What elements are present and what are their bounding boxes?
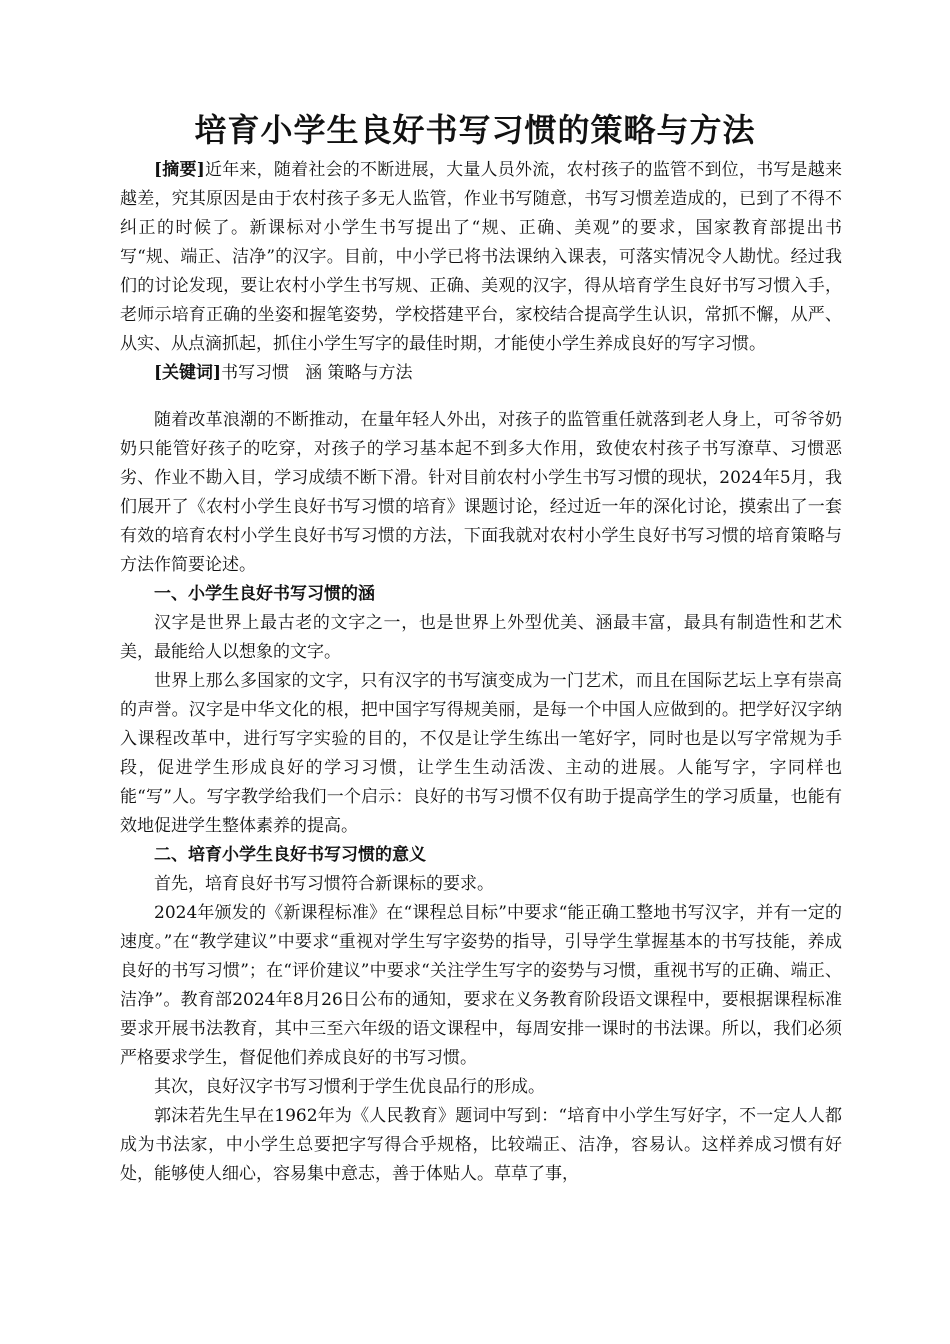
section-1-heading: 一、小学生良好书写习惯的涵	[154, 584, 375, 604]
keywords-label: [关键词]	[154, 363, 222, 383]
section-2-paragraph-1: 首先，培育良好书写习惯符合新课标的要求。	[154, 874, 494, 894]
section-1-paragraph-1: 汉字是世界上最古老的文字之一，也是世界上外型优美、涵最丰富，最具有制造性和艺术美，最能给人以想象的文字。	[120, 613, 842, 662]
section-2-paragraph-2: 2024年颁发的《新课程标准》在“课程总目标”中要求“能正确工整地书写汉字，并有一定的速度。”在“教学建议”中要求“重视对学生写字姿势的指导，引导学生掌握基本的书写技能，养成良好的书写习惯”；在“评价建议”中要求“关注学生写字的姿势与习惯，重视书写的正确、端正、洁净”。教育部2024年8月26日公布的通知，要求在义务教育阶段语文课程中，要根据课程标准要求开展书法教育，其中三至六年级的语文课程中，每周安排一课时的书法课。所以，我们必须严格要求学生，督促他们养成良好的书写习惯。	[120, 903, 842, 1068]
section-2-heading: 二、培育小学生良好书写习惯的意义	[154, 845, 426, 865]
abstract-text: 近年来，随着社会的不断进展，大量人员外流，农村孩子的监管不到位，书写是越来越差，究其原因是由于农村孩子多无人监管，作业书写随意，书写习惯差造成的，已到了不得不纠正的时候了。新课标对小学生书写提出了“规、正确、美观”的要求，国家教育部提出书写“规、端正、洁净”的汉字。目前，中小学已将书法课纳入课表，可落实情况令人勘忧。经过我们的讨论发现，要让农村小学生书写规、正确、美观的汉字，得从培育学生良好书写习惯入手，老师示培育正确的坐姿和握笔姿势，学校搭建平台，家校结合提高学生认识，常抓不懈，从严、从实、从点滴抓起，抓住小学生写字的最佳时期，才能使小学生养成良好的写字习惯。	[120, 160, 843, 354]
section-2-paragraph-4: 郭沫若先生早在1962年为《人民教育》题词中写到：“培育中小学生写好字，不一定人人都成为书法家，中小学生总要把字写得合乎规格，比较端正、洁净，容易认。这样养成习惯有好处，能够使人细心，容易集中意志，善于体贴人。草草了事，	[120, 1106, 842, 1184]
intro-paragraph: 随着改革浪潮的不断推动，在量年轻人外出，对孩子的监管重任就落到老人身上，可爷爷奶奶只能管好孩子的吃穿，对孩子的学习基本起不到多大作用，致使农村孩子书写潦草、习惯恶劣、作业不勘入目，学习成绩不断下滑。针对目前农村小学生书写习惯的现状，2024年5月，我们展开了《农村小学生良好书写习惯的培育》课题讨论，经过近一年的深化讨论，摸索出了一套有效的培育农村小学生良好书写习惯的方法，下面我就对农村小学生良好书写习惯的培育策略与方法作简要论述。	[120, 410, 842, 575]
section-1-paragraph-2: 世界上那么多国家的文字，只有汉字的书写演变成为一门艺术，而且在国际艺坛上享有崇高的声誉。汉字是中华文化的根，把中国字写得规美丽，是每一个中国人应做到的。把学好汉字纳入课程改革中，进行写字实验的目的，不仅是让学生练出一笔好字，同时也是以写字常规为手段，促进学生形成良好的学习习惯，让学生生动活泼、主动的进展。人能写字，字同样也能“写”人。写字教学给我们一个启示：良好的书写习惯不仅有助于提高学生的学习质量，也能有效地促进学生整体素养的提高。	[120, 671, 842, 836]
abstract-paragraph	[120, 156, 842, 359]
keyword-2: 涵 策略与方法	[305, 363, 413, 383]
document-body	[120, 156, 842, 1189]
keyword-1: 书写习惯	[221, 363, 290, 383]
section-spacer	[120, 388, 842, 406]
keywords-paragraph	[120, 359, 842, 388]
document-title: 培育小学生良好书写习惯的策略与方法	[194, 111, 756, 149]
section-2-paragraph-3: 其次，良好汉字书写习惯利于学生优良品行的形成。	[154, 1077, 545, 1097]
abstract-label: [摘要]	[154, 160, 205, 180]
